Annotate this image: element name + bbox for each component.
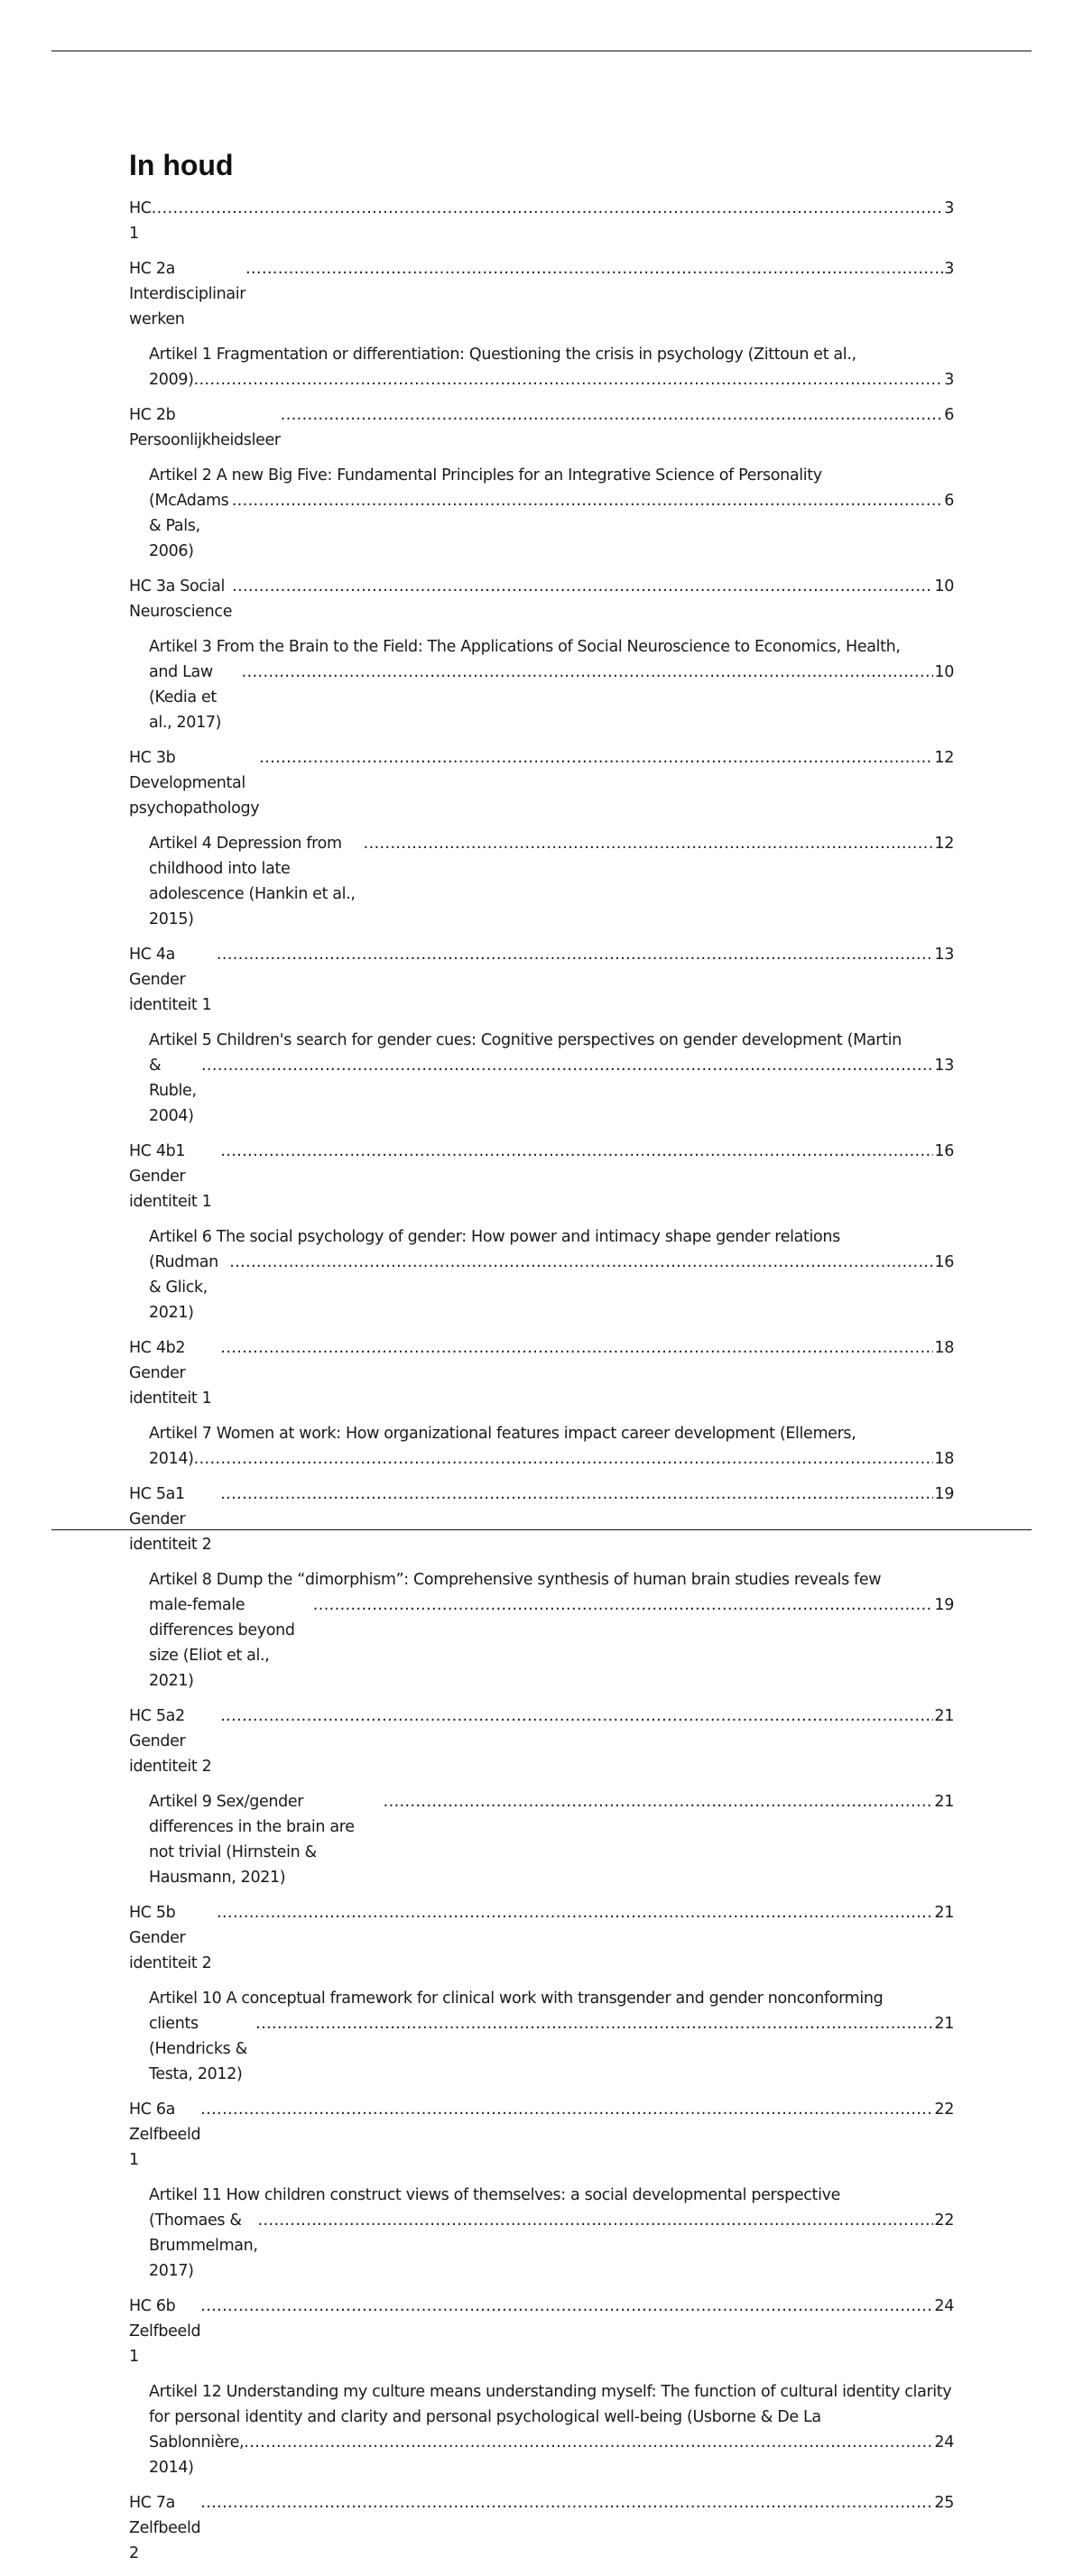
toc-entry-line [129,2294,954,2369]
toc-entry-line [149,367,954,392]
toc-entry-text: HC 3b Developmental psychopathology [129,749,260,817]
toc-page-number: 21 [934,1904,954,1922]
toc-entry-lecture[interactable] [129,402,954,453]
toc-entry-line [149,2430,954,2480]
dot-leader [281,402,943,428]
toc-page-number: 24 [934,2297,954,2315]
toc-entry-text: HC 5a1 Gender identiteit 2 [129,1485,212,1554]
dot-leader [217,942,934,967]
toc-entry-article[interactable] [129,342,954,392]
toc-entry-text: & Ruble, 2004) [149,1057,197,1125]
toc-entry-text: clients (Hendricks & Testa, 2012) [149,2015,247,2083]
toc-entry-line [129,196,954,246]
toc-entry-line [129,1139,954,1214]
toc-page-number: 16 [934,1253,954,1271]
toc-entry-line [129,574,954,624]
toc-entry-article[interactable] [129,831,954,932]
toc-entry-line [129,1703,954,1779]
toc-page-number: 19 [934,1596,954,1614]
toc-entry-article[interactable] [129,1789,954,1890]
toc-page-number: 18 [934,1339,954,1357]
dot-leader [220,1139,933,1164]
toc-entry-text: HC 4b2 Gender identiteit 1 [129,1339,212,1408]
dot-leader [194,1446,934,1472]
toc-entry-article[interactable] [129,1028,954,1129]
toc-entry-lecture[interactable] [129,2097,954,2173]
toc-entry-line [149,2208,954,2284]
toc-entry-text: Artikel 11 How children construct views of themselves: a social developmental perspective [149,2186,841,2204]
toc-page-number: 16 [934,1142,954,1160]
toc-entry-lecture[interactable] [129,745,954,821]
toc-entry-text: 2009) [149,371,194,389]
toc-entry-text: Artikel 1 Fragmentation or differentiation: Questioning the crisis in psychology (Zittoun et al., [149,346,856,364]
toc-entry-text: Artikel 6 The social psychology of gender: How power and intimacy shape gender relations [149,1228,840,1246]
toc-page-number: 13 [934,946,954,964]
toc-page-number: 21 [934,1707,954,1725]
table-of-contents [129,148,954,2576]
toc-entry-article[interactable] [129,463,954,564]
toc-page-number: 13 [934,1057,954,1075]
toc-page-number: 10 [934,577,954,596]
toc-page-number: 22 [934,2211,954,2230]
toc-entry-article[interactable] [129,1986,954,2087]
toc-page-number: 12 [934,835,954,853]
toc-entry-text: (Thomaes & Brummelman, 2017) [149,2211,258,2280]
toc-entry-lecture[interactable] [129,1139,954,1214]
toc-page-number: 10 [934,663,954,681]
dot-leader [242,660,934,685]
toc-entry-text: (McAdams & Pals, 2006) [149,492,229,560]
dot-leader [384,1789,934,1814]
toc-entry-line [149,1053,954,1129]
dot-leader [232,574,933,599]
toc-entry-text: Artikel 5 Children's search for gender cues: Cognitive perspectives on gender development (Martin [149,1031,902,1049]
toc-entry-text: HC 4b1 Gender identiteit 1 [129,1142,212,1211]
toc-entry-text: HC 6b Zelfbeeld 1 [129,2297,201,2366]
toc-entry-line [149,2011,954,2087]
toc-entry-line [149,1446,954,1472]
toc-entry-line [149,831,954,932]
dot-leader [200,2490,933,2516]
dot-leader [245,256,943,282]
dot-leader [201,1053,933,1078]
toc-entry-line [149,488,954,564]
toc-entry-lecture[interactable] [129,1482,954,1557]
dot-leader [220,1335,933,1361]
toc-entry-lecture[interactable] [129,1335,954,1411]
toc-page-number: 21 [934,2015,954,2033]
toc-entry-line [129,402,954,453]
toc-entry-line [129,256,954,332]
toc-entry-lecture[interactable] [129,256,954,332]
toc-page-number: 25 [934,2494,954,2512]
toc-entry-article[interactable] [129,1567,954,1694]
toc-heading: In houd [129,149,234,181]
toc-entry-line [129,1900,954,1976]
toc-entry-lecture[interactable] [129,2490,954,2566]
toc-entry-lecture[interactable] [129,942,954,1018]
toc-entry-article[interactable] [129,1224,954,1325]
toc-page-number: 6 [944,492,954,510]
toc-entry-line [149,1250,954,1325]
dot-leader [200,2294,933,2319]
dot-leader [232,488,944,513]
dot-leader [220,1703,933,1729]
dot-leader [258,2208,934,2233]
toc-entry-text: HC 5b Gender identiteit 2 [129,1904,212,1972]
dot-leader [244,2430,933,2455]
toc-entry-text: Artikel 3 From the Brain to the Field: The Applications of Social Neuroscience to Economics, Health, [149,638,901,656]
toc-entry-line [149,1593,954,1694]
dot-leader [200,2097,933,2122]
toc-page-number: 6 [944,406,954,424]
toc-entry-text: Sablonnière, 2014) [149,2433,245,2477]
dot-leader [259,745,933,771]
toc-entry-text: Artikel 8 Dump the “dimorphism”: Comprehensive synthesis of human brain studies reveals few [149,1571,882,1589]
toc-entry-article[interactable] [129,2183,954,2284]
toc-entry-lecture[interactable] [129,1703,954,1779]
dot-leader [194,367,944,392]
dot-leader [217,1900,933,1925]
toc-entry-line [149,660,954,735]
toc-page-number: 3 [944,371,954,389]
toc-entry-text: Artikel 7 Women at work: How organizational features impact career development (Ellemers, [149,1425,856,1443]
toc-entry-text: HC 2a Interdisciplinair werken [129,260,246,328]
toc-entry-text: HC 1 [129,199,152,243]
toc-page-number: 3 [944,260,954,278]
toc-entry-text: Artikel 4 Depression from childhood into late adolescence (Hankin et al., 2015) [149,835,356,928]
toc-page-number: 18 [934,1450,954,1468]
toc-entry-lecture[interactable] [129,1900,954,1976]
toc-entry-article[interactable] [129,634,954,735]
toc-entry-line [129,2097,954,2173]
toc-list [129,196,954,2566]
toc-entry-lecture[interactable] [129,2294,954,2369]
dot-leader [220,1482,933,1507]
toc-entry-text: Artikel 9 Sex/gender differences in the brain are not trivial (Hirnstein & Hausmann, 2021) [149,1793,355,1887]
toc-entry-text: Artikel 2 A new Big Five: Fundamental Principles for an Integrative Science of Personality [149,466,822,485]
toc-page-number: 12 [934,749,954,767]
dot-leader [229,1250,933,1275]
dot-leader [364,831,934,856]
toc-entry-article[interactable] [129,2379,954,2480]
toc-page-number: 21 [934,1793,954,1811]
toc-entry-line [129,942,954,1018]
toc-entry-line [129,2490,954,2566]
toc-entry-line [149,1789,954,1890]
toc-entry-text: HC 4a Gender identiteit 1 [129,946,212,1014]
toc-page-number: 3 [944,199,954,217]
toc-page-number: 22 [934,2101,954,2119]
toc-entry-line [129,1335,954,1411]
toc-entry-text: (Rudman & Glick, 2021) [149,1253,218,1322]
toc-entry-text: Artikel 12 Understanding my culture means understanding myself: The function of cultural identity clarity for personal identity and clarity and personal psychological well-being (Usborne & De La [149,2383,952,2426]
toc-entry-text: HC 3a Social Neuroscience [129,577,233,621]
toc-entry-text: HC 6a Zelfbeeld 1 [129,2101,201,2169]
footer-rule [51,1529,1032,1530]
toc-entry-text: HC 2b Persoonlijkheidsleer [129,406,281,449]
toc-entry-text: male-female differences beyond size (Eliot et al., 2021) [149,1596,295,1690]
toc-entry-article[interactable] [129,1421,954,1472]
toc-entry-text: HC 7a Zelfbeeld 2 [129,2494,201,2562]
dot-leader [313,1593,934,1618]
toc-entry-line [129,1482,954,1557]
toc-entry-text: 2014) [149,1450,194,1468]
dot-leader [152,196,944,221]
toc-entry-text: Artikel 10 A conceptual framework for clinical work with transgender and gender nonconforming [149,1990,884,2008]
toc-entry-line [129,745,954,821]
toc-entry-text: and Law (Kedia et al., 2017) [149,663,222,732]
toc-entry-text: HC 5a2 Gender identiteit 2 [129,1707,212,1776]
toc-entry-lecture[interactable] [129,196,954,246]
toc-page-number: 24 [934,2433,954,2451]
toc-entry-lecture[interactable] [129,574,954,624]
dot-leader [255,2011,933,2036]
toc-page-number: 19 [934,1485,954,1503]
